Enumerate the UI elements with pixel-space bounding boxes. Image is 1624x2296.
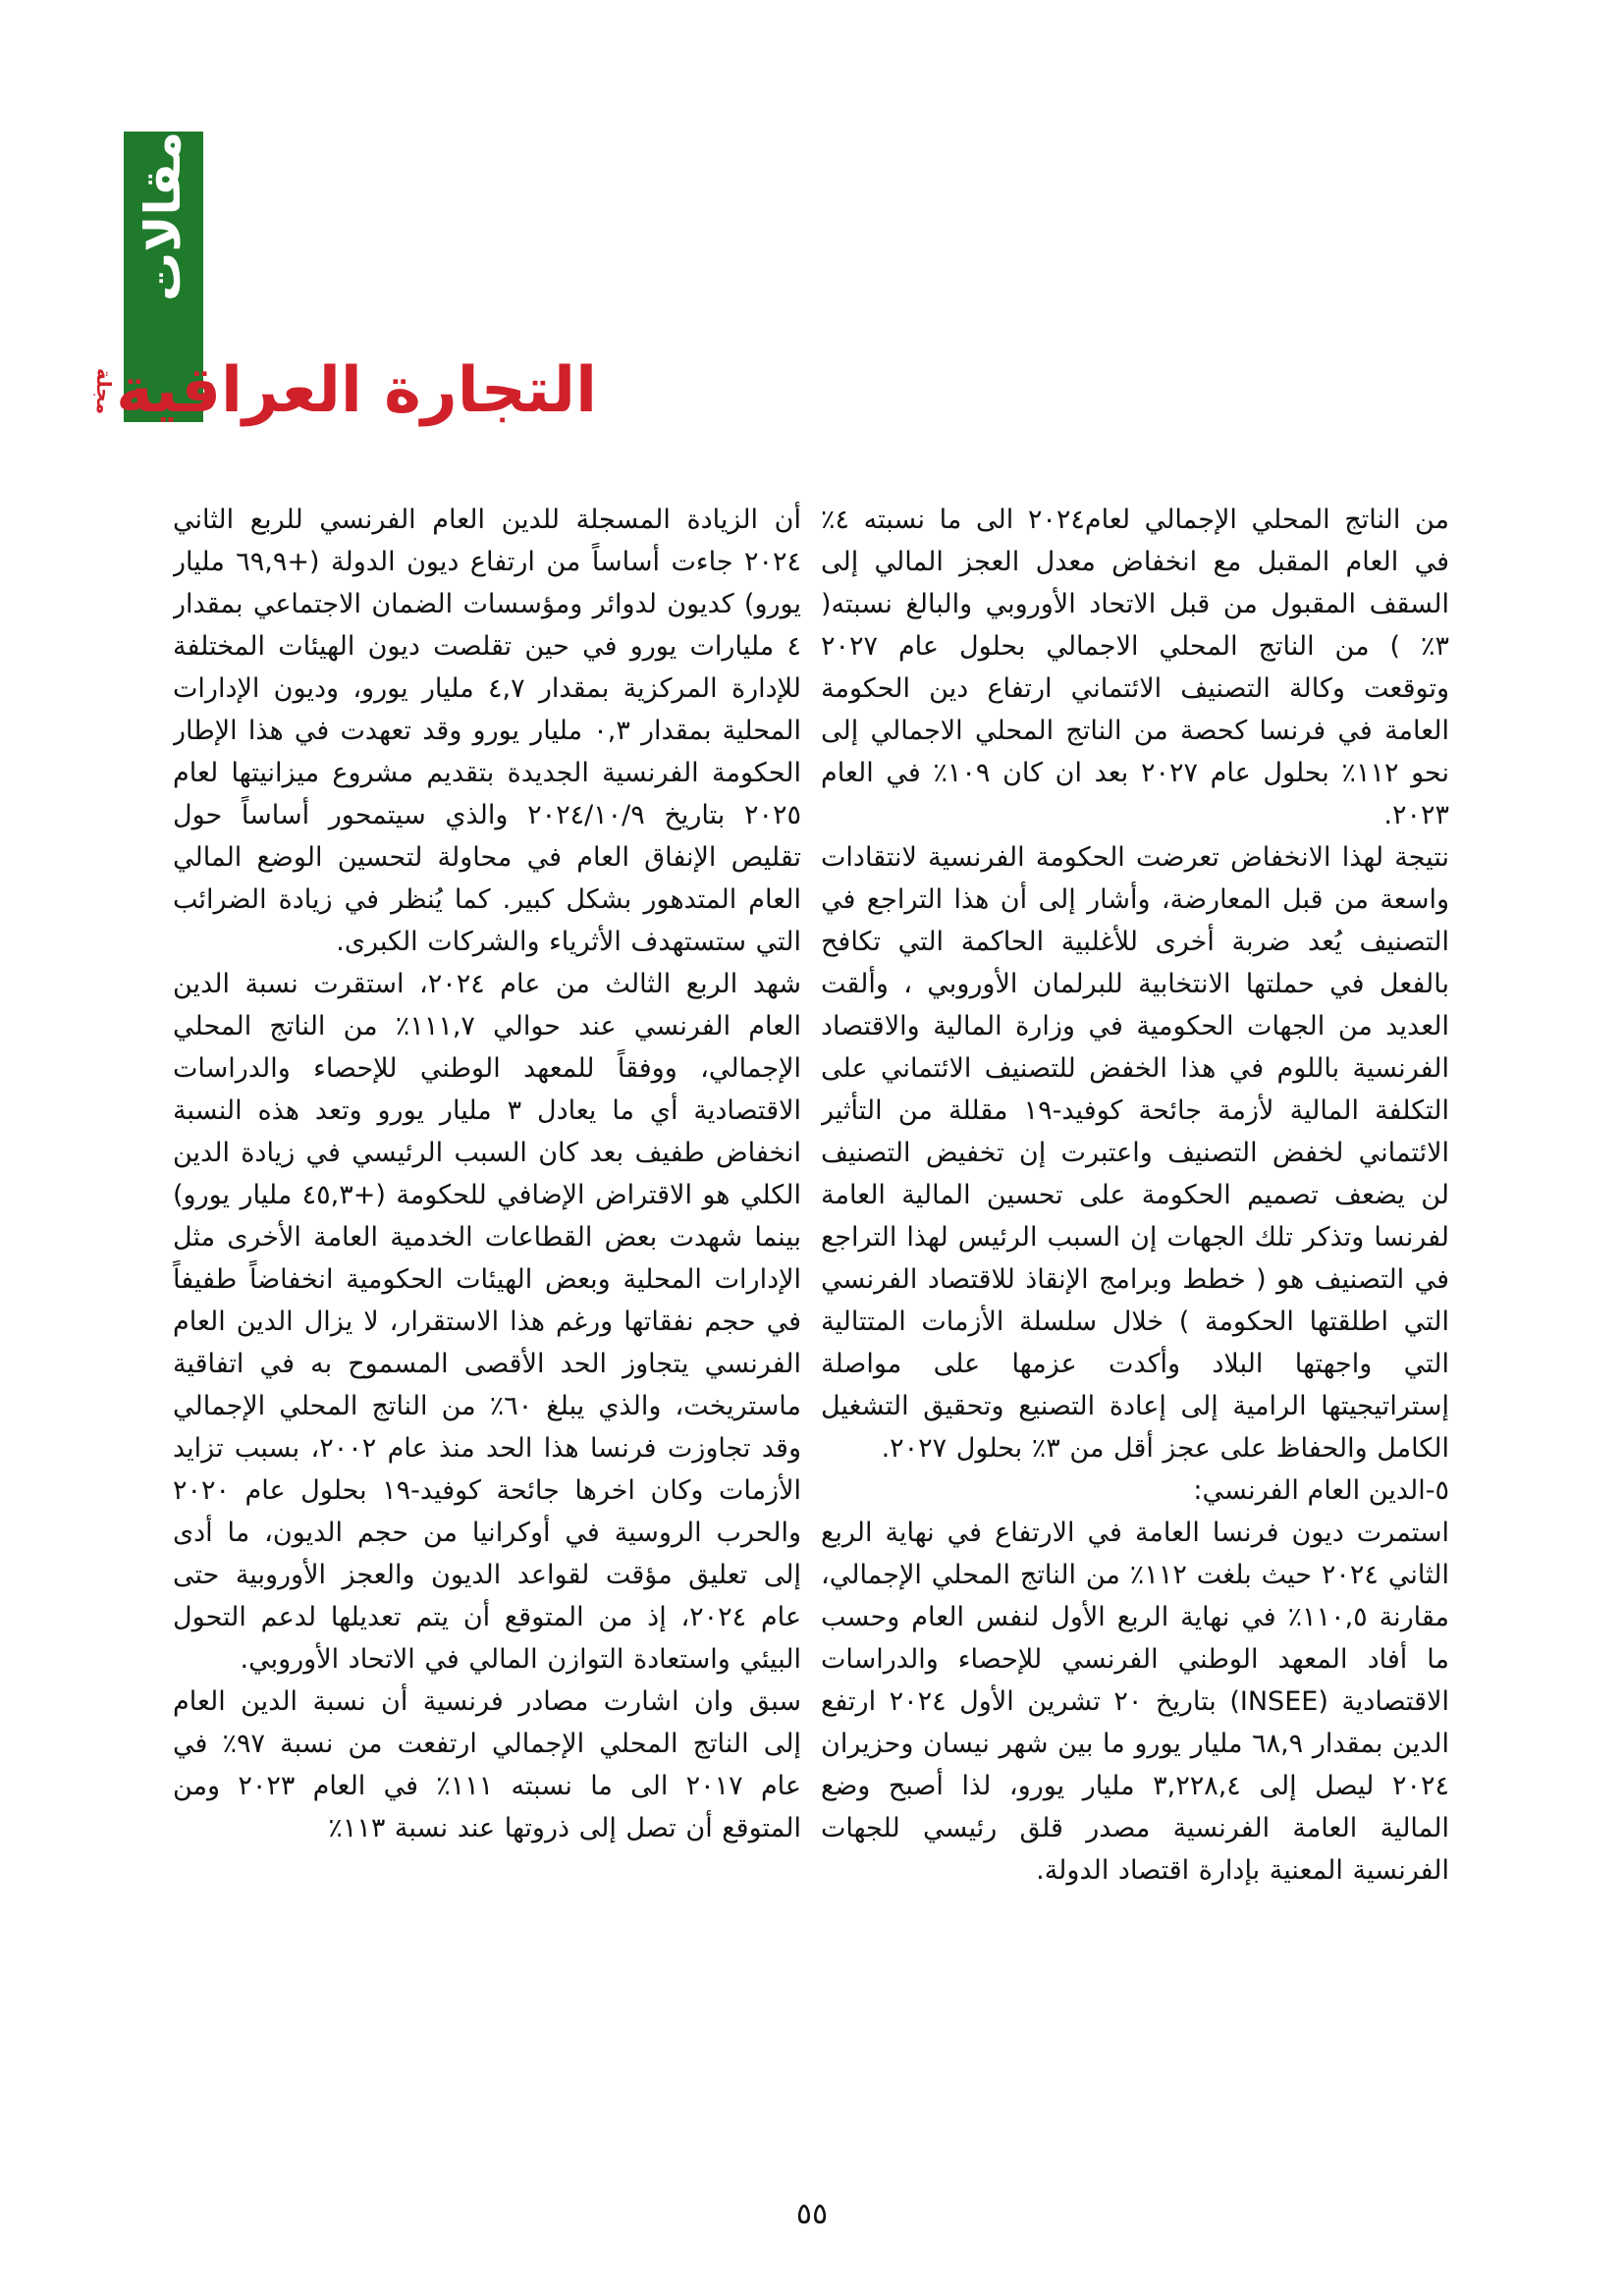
article-body bbox=[173, 499, 1449, 2167]
masthead bbox=[92, 132, 597, 427]
paragraph: نتيجة لهذا الانخفاض تعرضت الحكومة الفرنسية لانتقادات واسعة من قبل المعارضة، وأشار إلى أن هذا التراجع في التصنيف يُعد ضربة أخرى للأغلبية الحاكمة التي تكافح بالفعل في حملتها الانتخابية للبرلمان الأوروبي ، وألقت العديد من الجهات الحكومية في وزارة المالية والاقتصاد الفرنسية باللوم في هذا الخفض للتصنيف الائتماني على التكلفة المالية لأزمة جائحة كوفيد-١٩ مقللة من التأثير الائتماني لخفض التصنيف واعتبرت إن تخفيض التصنيف لن يضعف تصميم الحكومة على تحسين المالية العامة لفرنسا وتذكر تلك الجهات إن السبب الرئيس لهذا التراجع في التصنيف هو ( خطط وبرامج الإنقاذ للاقتصاد الفرنسي التي اطلقتها الحكومة ) خلال سلسلة الأزمات المتتالية التي واجهتها البلاد وأكدت عزمها على مواصلة إستراتيجيتها الرامية إلى إعادة التصنيع وتحقيق التشغيل الكامل والحفاظ على عجز أقل من ٣٪ بحلول ٢٠٢٧. bbox=[821, 842, 1449, 1464]
paragraph: سبق وان اشارت مصادر فرنسية أن نسبة الدين العام إلى الناتج المحلي الإجمالي ارتفعت من نسبة ٩٧٪ في عام ٢٠١٧ الى ما نسبته ١١١٪ في العام ٢٠٢٣ ومن المتوقع أن تصل إلى ذروتها عند نسبة ١١٣٪ bbox=[173, 1686, 801, 1843]
article-column-left bbox=[173, 499, 801, 2167]
article-column-right bbox=[821, 499, 1449, 2167]
section-label: مقالات bbox=[135, 132, 191, 302]
paragraph: أن الزيادة المسجلة للدين العام الفرنسي للربع الثاني ٢٠٢٤ جاءت أساساً من ارتفاع ديون الدولة (+٦٩,٩ مليار يورو) كديون لدوائر ومؤسسات الضمان الاجتماعي بمقدار ٤ مليارات يورو في حين تقلصت ديون الهيئات المختلفة للإدارة المركزية بمقدار ٤,٧ مليار يورو، وديون الإدارات المحلية بمقدار ٠,٣ مليار يورو وقد تعهدت في هذا الإطار الحكومة الفرنسية الجديدة بتقديم مشروع ميزانيتها لعام ٢٠٢٥ بتاريخ ٢٠٢٤/١٠/٩ والذي سيتمحور أساساً حول تقليص الإنفاق العام في محاولة لتحسين الوضع المالي العام المتدهور بشكل كبير. كما يُنظر في زيادة الضرائب التي ستستهدف الأثرياء والشركات الكبرى. bbox=[173, 505, 801, 957]
section-heading: ٥-الدين العام الفرنسي: bbox=[1193, 1475, 1449, 1506]
paragraph: شهد الربع الثالث من عام ٢٠٢٤، استقرت نسبة الدين العام الفرنسي عند حوالي ١١١,٧٪ من الناتج المحلي الإجمالي، ووفقاً للمعهد الوطني للإحصاء والدراسات الاقتصادية أي ما يعادل ٣ مليار يورو وتعد هذه النسبة انخفاض طفيف بعد كان السبب الرئيسي في زيادة الدين الكلي هو الاقتراض الإضافي للحكومة (+٤٥,٣ مليار يورو) بينما شهدت بعض القطاعات الخدمية العامة الأخرى مثل الإدارات المحلية وبعض الهيئات الحكومية انخفاضاً طفيفاً في حجم نفقاتها ورغم هذا الاستقرار، لا يزال الدين العام الفرنسي يتجاوز الحد الأقصى المسموح به في اتفاقية ماستريخت، والذي يبلغ ٦٠٪ من الناتج المحلي الإجمالي وقد تجاوزت فرنسا هذا الحد منذ عام ٢٠٠٢، بسبب تزايد الأزمات وكان اخرها جائحة كوفيد-١٩ بحلول عام ٢٠٢٠ والحرب الروسية في أوكرانيا من حجم الديون، ما أدى إلى تعليق مؤقت لقواعد الديون والعجز الأوروبية حتى عام ٢٠٢٤، إذ من المتوقع أن يتم تعديلها لدعم التحول البيئي واستعادة التوازن المالي في الاتحاد الأوروبي. bbox=[173, 969, 801, 1675]
paragraph: استمرت ديون فرنسا العامة في الارتفاع في نهاية الربع الثاني ٢٠٢٤ حيث بلغت ١١٢٪ من الناتج المحلي الإجمالي، مقارنة ١١٠,٥٪ في نهاية الربع الأول لنفس العام وحسب ما أفاد المعهد الوطني الفرنسي للإحصاء والدراسات الاقتصادية (INSEE) بتاريخ ٢٠ تشرين الأول ٢٠٢٤ ارتفع الدين بمقدار ٦٨,٩ مليار يورو ما بين شهر نيسان وحزيران ٢٠٢٤ ليصل إلى ٣,٢٢٨,٤ مليار يورو، لذا أصبح وضع المالية العامة الفرنسية مصدر قلق رئيسي للجهات الفرنسية المعنية بإدارة اقتصاد الدولة. bbox=[821, 1518, 1449, 1886]
logo-title: التجارة العراقية bbox=[116, 354, 597, 427]
paragraph: من الناتج المحلي الإجمالي لعام٢٠٢٤ الى ما نسبته ٤٪ في العام المقبل مع انخفاض معدل العجز المالي إلى السقف المقبول من قبل الاتحاد الأوروبي والبالغ نسبته( ٣٪ ) من الناتج المحلي الاجمالي بحلول عام ٢٠٢٧ وتوقعت وكالة التصنيف الائتماني ارتفاع دين الحكومة العامة في فرنسا كحصة من الناتج المحلي الاجمالي إلى نحو ١١٢٪ بحلول عام ٢٠٢٧ بعد ان كان ١٠٩٪ في العام ٢٠٢٣. bbox=[821, 505, 1449, 830]
page-number: ٥٥ bbox=[795, 2197, 829, 2231]
magazine-logo bbox=[92, 304, 597, 427]
logo-subtitle: مجلة bbox=[92, 367, 117, 414]
